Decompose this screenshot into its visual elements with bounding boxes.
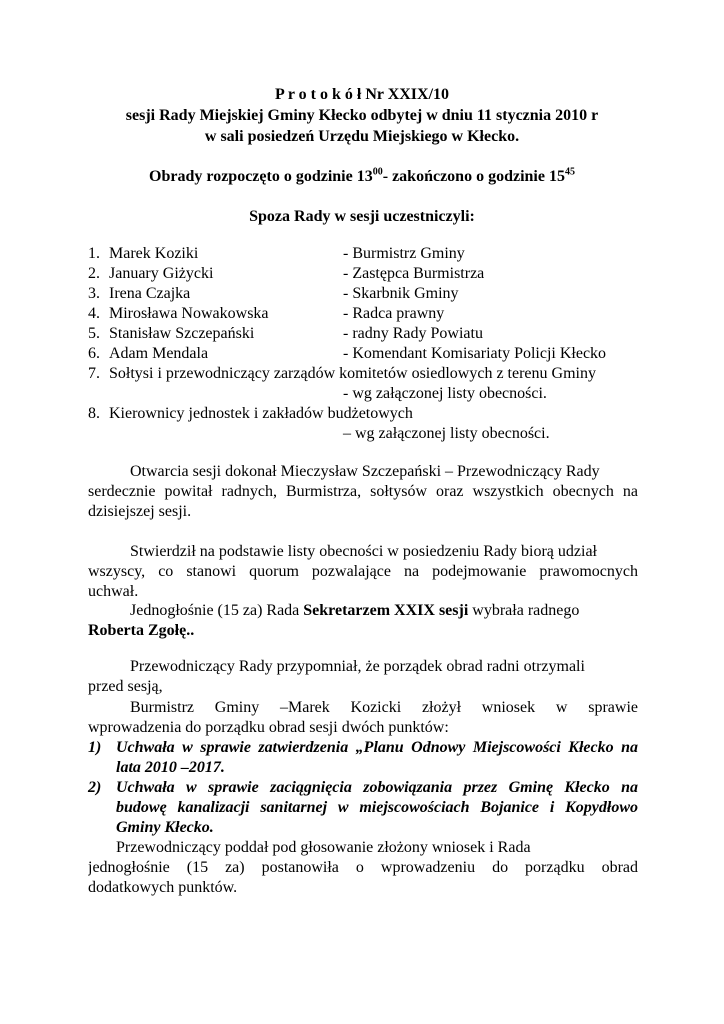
list-number: 2) (88, 779, 102, 796)
session-hours (0, 167, 724, 187)
paragraph-line: Stwierdził na podstawie listy obecności w posiedzeniu Rady biorą udział (130, 543, 597, 560)
paragraph-line (130, 601, 579, 621)
start-text: Obrady rozpoczęto o godzinie 13 (149, 168, 373, 185)
attendee-role: - wg załączonej listy obecności. (343, 385, 547, 402)
resolution-line: Uchwała w sprawie zatwierdzenia „Planu Odnowy Miejscowości Kłecko na (116, 739, 638, 756)
resolution-line: Uchwała w sprawie zaciągnięcia zobowiązania przez Gminę Kłecko na (116, 779, 638, 796)
attendee-group: Kierownicy jednostek i zakładów budżetowych (109, 405, 413, 422)
attendee-name: Marek Koziki (109, 245, 199, 262)
attendee-role: - Radca prawny (343, 305, 445, 322)
vote-text: Jednogłośnie (15 za) Rada (130, 602, 304, 619)
resolution-line: Gminy Kłecko. (116, 819, 214, 836)
attendee-role: - Zastępca Burmistrza (343, 265, 485, 282)
protocol-title: P r o t o k ó ł Nr XXIX/10 (274, 86, 450, 103)
end-text: - zakończono o godzinie 15 (382, 168, 565, 185)
location-line: w sali posiedzeń Urzędu Miejskiego w Kłecko. (204, 128, 520, 145)
attendee-role: - Skarbnik Gminy (343, 285, 459, 302)
attendee-role: – wg załączonej listy obecności. (343, 425, 550, 442)
list-number: 8. (88, 405, 100, 422)
attendee-name: Mirosława Nowakowska (109, 305, 269, 322)
paragraph-line: Burmistrz Gminy –Marek Kozicki złożył wniosek w sprawie (130, 699, 638, 716)
attendee-name: Stanisław Szczepański (109, 325, 255, 342)
list-number: 2. (88, 265, 100, 282)
attendee-name: Irena Czajka (109, 285, 191, 302)
paragraph-line: dodatkowych punktów. (88, 879, 238, 896)
resolution-line: budowę kanalizacji sanitarnej w miejscowościach Bojanice i Kopydłowo (116, 799, 638, 816)
paragraph-line: uchwał. (88, 583, 139, 600)
list-number: 3. (88, 285, 100, 302)
paragraph-line: wprowadzenia do porządku obrad sesji dwóch punktów: (88, 719, 449, 736)
paragraph-line: Otwarcia sesji dokonał Mieczysław Szczepański – Przewodniczący Rady (130, 463, 600, 480)
secretary-name: Roberta Zgołę.. (88, 622, 195, 639)
paragraph-line: dzisiejszej sesji. (88, 503, 192, 520)
attendee-name: Adam Mendala (109, 345, 209, 362)
attendee-role: - Komendant Komisariaty Policji Kłecko (343, 345, 607, 362)
start-minutes: 00 (372, 166, 383, 178)
list-number: 4. (88, 305, 100, 322)
paragraph-line: serdecznie powitał radnych, Burmistrza, sołtysów oraz wszystkich obecnych na (88, 483, 638, 500)
paragraph-line: przed sesją, (88, 678, 163, 695)
paragraph-line: Przewodniczący poddał pod głosowanie złożony wniosek i Rada (116, 839, 531, 856)
list-number: 1) (88, 739, 102, 756)
resolution-line: lata 2010 –2017. (116, 759, 225, 776)
attendee-group: Sołtysi i przewodniczący zarządów komitetów osiedlowych z terenu Gminy (109, 365, 596, 382)
secretary-label: Sekretarzem XXIX sesji (303, 602, 469, 619)
paragraph-line: Przewodniczący Rady przypomniał, że porządek obrad radni otrzymali (130, 658, 585, 675)
list-number: 6. (88, 345, 100, 362)
vote-text-end: wybrała radnego (468, 602, 580, 619)
list-number: 5. (88, 325, 100, 342)
list-number: 1. (88, 245, 100, 262)
attendee-role: - Burmistrz Gminy (343, 245, 465, 262)
attendees-heading: Spoza Rady w sesji uczestniczyli: (249, 208, 475, 225)
paragraph-line: wszyscy, co stanowi quorum pozwalające na podejmowanie prawomocnych (88, 563, 638, 580)
end-minutes: 45 (564, 166, 575, 178)
list-number: 7. (88, 365, 100, 382)
paragraph-line: jednogłośnie (15 za) postanowiła o wprowadzeniu do porządku obrad (88, 859, 638, 876)
attendee-name: January Giżycki (109, 265, 214, 282)
attendee-role: - radny Rady Powiatu (343, 325, 483, 342)
session-line: sesji Rady Miejskiej Gminy Kłecko odbytej w dniu 11 stycznia 2010 r (125, 107, 599, 124)
